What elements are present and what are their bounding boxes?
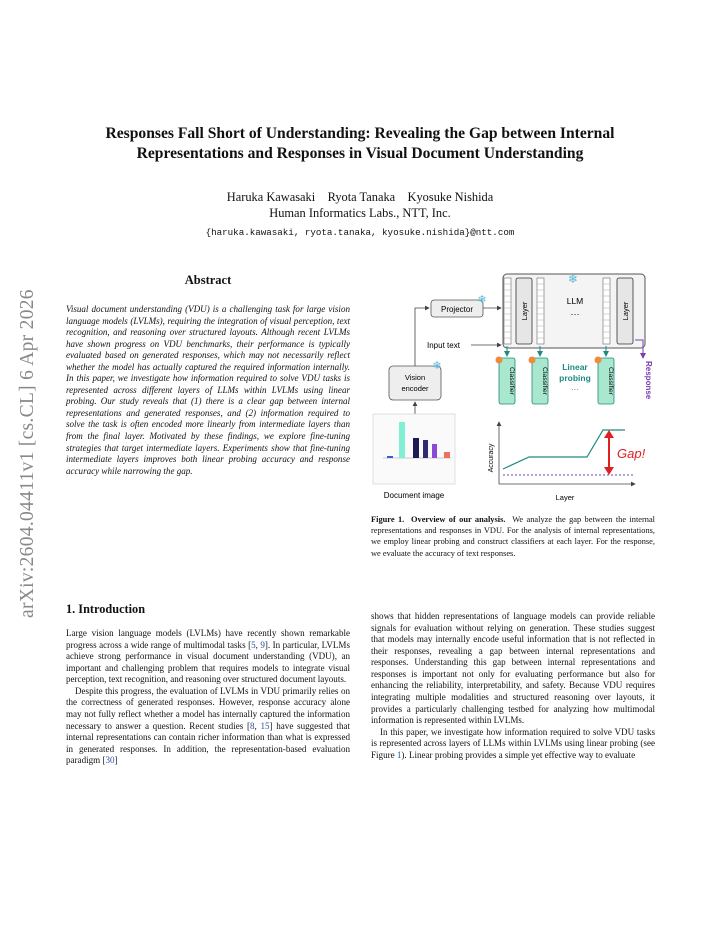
figure-overview-diagram <box>365 262 660 507</box>
linear-probing-label-1: Linear <box>562 362 588 372</box>
figure-reference-link[interactable]: 1 <box>396 749 402 760</box>
classifier-right <box>595 346 615 404</box>
projector-snowflake-icon: ❄ <box>477 294 487 306</box>
arxiv-identifier: arXiv:2604.04411v1 [cs.CL] 6 Apr 2026 <box>17 289 38 618</box>
layer-left-label: Layer <box>520 301 529 321</box>
citation-link[interactable]: 15 <box>260 720 270 731</box>
response-label: Response <box>644 361 653 400</box>
abstract-text: Visual document understanding (VDU) is a challenging task for large vision language models (LVLMs), requiring the integration of visual perception, text recognition, and reasoning over structured layouts. Although recent LVLMs have shown progress on VDU benchmarks, their performance is typically evaluated based on generated responses, which may not necessarily reflect whether the model has actually captured the required information internally. In this paper, we investigate how information required to solve VDU tasks is represented across different layers of LLMs within LVLMs using linear probing. Our study reveals that (1) there is a clear gap between internal representations and generated responses, and (2) information required to solve the task is often encoded more linearly from intermediate layers than from the final layer. Motivated by these findings, we explore fine-tuning strategies that target intermediate layers. Experiments show that fine-tuning intermediate layers improves both linear probing accuracy and response accuracy while narrowing the gap. <box>66 304 350 476</box>
classifier-middle <box>529 346 549 404</box>
accuracy-axis-label: Accuracy <box>488 443 495 473</box>
document-image-label: Document image <box>383 491 445 500</box>
abstract-heading: Abstract <box>184 273 232 287</box>
vision-encoder-label-1: Vision <box>404 373 426 382</box>
encoder-snowflake-icon: ❄ <box>432 360 442 372</box>
llm-dots: ··· <box>570 309 580 319</box>
citation-link[interactable]: 5 <box>251 639 256 650</box>
classifier-left <box>496 346 516 404</box>
frozen-snowflake-icon: ❄ <box>567 272 579 286</box>
section-heading-introduction: 1. Introduction <box>66 602 146 616</box>
citation-link[interactable]: 30 <box>105 755 115 766</box>
layer-right-label: Layer <box>621 301 630 321</box>
email-addresses: {haruka.kawasaki, ryota.tanaka, kyosuke.nishida}@ntt.com <box>205 227 515 238</box>
vision-encoder-label-2: encoder <box>401 384 429 393</box>
gap-label: Gap! <box>617 446 646 461</box>
author-list: Haruka Kawasaki Ryota Tanaka Kyosuke Nishida <box>226 190 494 204</box>
svg-text:Classifier: Classifier <box>541 367 548 395</box>
affiliation: Human Informatics Labs., NTT, Inc. <box>269 206 451 220</box>
citation-link[interactable]: 8 <box>249 720 255 731</box>
llm-label: LLM <box>566 296 584 306</box>
intro-left-column: Large vision language models (LVLMs) have recently shown remarkable progress across a wide range of multimodal tasks [5, 9]. In particular, LVLMs achieve strong performance in visual document understanding (VDU), an important and challenging problem that requires models to integrate visual perception, text recognition, and reasoning over structured document layouts. Despite this progress, the evaluation of LVLMs in VDU primarily relies on the correctness of generated responses. However, response accuracy alone may not fully reflect whether a model has internally captured the information necessary to answer a question. Recent studies [8, 15] have suggested that internal representations can contain richer information than what is expressed in generated responses. In addition, the representation-based evaluation paradigm [30] <box>66 628 351 766</box>
svg-text:Classifier: Classifier <box>508 367 515 395</box>
layer-axis-label: Layer <box>555 493 575 502</box>
figure-caption: Figure 1. Overview of our analysis. We analyze the gap between the internal representations and responses in VDU. For the analysis of internal representations, we employ linear probing and construct classifiers at each layer. For the response, we evaluate the accuracy of text responses. <box>371 515 656 558</box>
intro-right-column: shows that hidden representations of language models can provide reliable signals for evaluation without relying on generation. These studies suggest that models may internally encode useful information that is not reflected in their responses, revealing a gap between internal representations and responses. Understanding this gap between internal representations and responses is important not only for evaluating performance but also for enhancing the reliability, interpretability, and safety. Because VDU requires integrating multiple modalities and structured reasoning over layouts, it provides a particularly challenging testbed for analyzing how multimodal information is represented within LVLMs. In this paper, we investigate how information required to solve VDU tasks is represented across layers of LLMs within LVLMs using linear probing (see Figure 1). Linear probing provides a simple yet effective way to evaluate <box>371 611 655 760</box>
linear-probing-dots: ··· <box>571 385 579 394</box>
input-text-label: Input text <box>427 341 460 350</box>
svg-text:Classifier: Classifier <box>607 367 614 395</box>
citation-link[interactable]: 9 <box>260 639 265 650</box>
linear-probing-label-2: probing <box>559 373 591 383</box>
projector-label: Projector <box>440 305 474 314</box>
paper-title: Responses Fall Short of Understanding: Revealing the Gap between Internal Representations and Responses in Visual Document Understanding <box>105 125 615 162</box>
